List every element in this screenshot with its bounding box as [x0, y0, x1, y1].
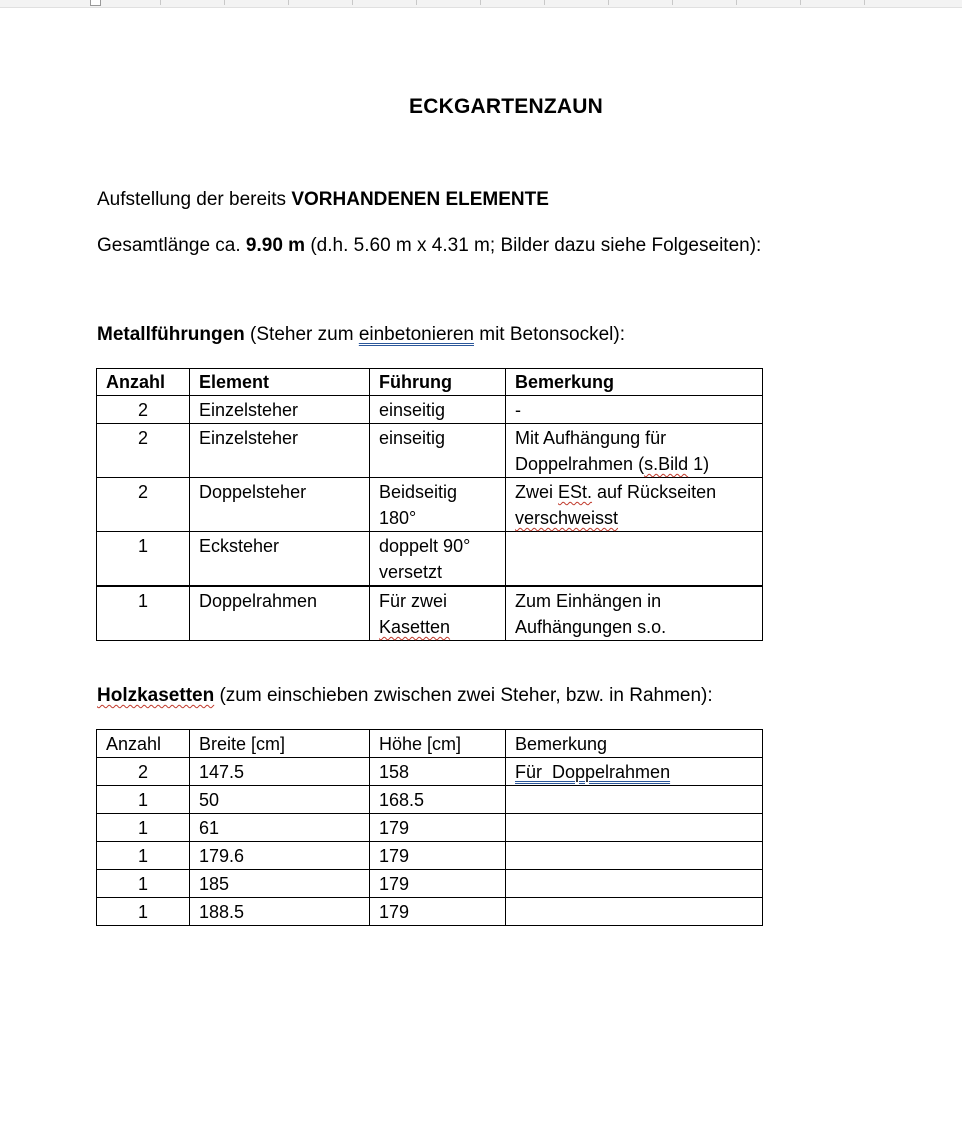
cell-fuehrung [370, 478, 506, 532]
ruler-tick [480, 0, 481, 5]
length-label: Gesamtlänge ca. [97, 235, 246, 256]
ruler-tick [608, 0, 609, 5]
intro-bold-text: VORHANDENEN ELEMENTE [291, 189, 549, 210]
cell-bemerkung [506, 898, 763, 926]
guide-line: versetzt [379, 562, 443, 582]
header-anzahl: Anzahl [97, 730, 190, 758]
cell-element: Einzelsteher [190, 424, 370, 478]
ruler-tick [864, 0, 865, 5]
table-row [97, 898, 763, 926]
cell-element: Ecksteher [190, 532, 370, 587]
total-length: 9.90 m [245, 235, 306, 256]
intro-text: Aufstellung der bereits [97, 189, 292, 210]
remark-line: Zum Einhängen in [515, 591, 662, 611]
table-row [97, 758, 763, 786]
cell-breite: 188.5 [190, 898, 370, 926]
intro-line-1 [97, 189, 549, 211]
cell-hoehe: 179 [370, 870, 506, 898]
cell-hoehe: 168.5 [370, 786, 506, 814]
wood-section-heading [97, 685, 713, 707]
ruler-tick [288, 0, 289, 5]
remark-text: Zwei [515, 482, 559, 502]
ruler-tick [352, 0, 353, 5]
cell-bemerkung [506, 586, 763, 641]
header-fuehrung: Führung [370, 369, 506, 396]
cell-bemerkung [506, 478, 763, 532]
ruler-tick [736, 0, 737, 5]
header-hoehe: Höhe [cm] [370, 730, 506, 758]
cell-bemerkung [506, 870, 763, 898]
horizontal-ruler[interactable] [0, 0, 962, 8]
cell-bemerkung [506, 842, 763, 870]
cell-anzahl: 1 [97, 870, 190, 898]
remark-line: Mit Aufhängung für [515, 428, 667, 448]
ruler-tick [224, 0, 225, 5]
cell-breite: 185 [190, 870, 370, 898]
header-element: Element [190, 369, 370, 396]
table-row [97, 586, 763, 641]
cell-anzahl: 1 [97, 586, 190, 641]
guide-line: Für zwei [379, 591, 448, 611]
spelling-flagged-word[interactable]: verschweisst [515, 508, 619, 528]
cell-anzahl: 1 [97, 842, 190, 870]
document-title: ECKGARTENZAUN [409, 95, 603, 118]
remark-text: Doppelrahmen ( [515, 454, 645, 474]
remark-line: Aufhängungen s.o. [515, 617, 667, 637]
header-bemerkung: Bemerkung [506, 369, 763, 396]
cell-anzahl: 2 [97, 758, 190, 786]
header-breite: Breite [cm] [190, 730, 370, 758]
table-row [97, 870, 763, 898]
metal-section-heading [97, 324, 625, 346]
ruler-tick [416, 0, 417, 5]
cell-hoehe: 158 [370, 758, 506, 786]
cell-breite: 50 [190, 786, 370, 814]
cell-bemerkung [506, 532, 763, 587]
wood-panels-table [96, 729, 763, 926]
cell-anzahl: 1 [97, 814, 190, 842]
cell-element: Einzelsteher [190, 396, 370, 424]
metal-elements-table [96, 368, 763, 641]
cell-element: Doppelsteher [190, 478, 370, 532]
guide-line: 180° [379, 508, 417, 528]
cell-fuehrung: einseitig [370, 424, 506, 478]
guide-line: doppelt 90° [379, 536, 471, 556]
spelling-flagged-word[interactable]: s.Bild [644, 454, 689, 474]
table-header-row [97, 369, 763, 396]
cell-anzahl: 1 [97, 786, 190, 814]
cell-bemerkung: - [506, 396, 763, 424]
table-row [97, 396, 763, 424]
grammar-flagged-text[interactable]: Für Doppelrahmen [515, 762, 671, 782]
table-row [97, 842, 763, 870]
metal-heading-bold: Metallführungen [97, 324, 245, 345]
cell-breite: 61 [190, 814, 370, 842]
cell-hoehe: 179 [370, 842, 506, 870]
metal-heading-text: (Steher zum [244, 324, 359, 345]
cell-bemerkung [506, 786, 763, 814]
spelling-flagged-word[interactable]: ESt. [558, 482, 593, 502]
cell-fuehrung [370, 532, 506, 587]
cell-anzahl: 1 [97, 898, 190, 926]
cell-hoehe: 179 [370, 814, 506, 842]
table-row [97, 814, 763, 842]
cell-bemerkung [506, 424, 763, 478]
intro-line-2 [97, 235, 761, 257]
ruler-tick [800, 0, 801, 5]
length-details: (d.h. 5.60 m x 4.31 m; Bilder dazu siehe Folgeseiten): [305, 235, 762, 256]
remark-text: 1) [688, 454, 710, 474]
header-bemerkung: Bemerkung [506, 730, 763, 758]
cell-breite: 147.5 [190, 758, 370, 786]
table-row [97, 786, 763, 814]
guide-line: Beidseitig [379, 482, 458, 502]
indent-marker-icon[interactable] [90, 0, 101, 6]
cell-element: Doppelrahmen [190, 586, 370, 641]
wood-heading-text: (zum einschieben zwischen zwei Steher, bzw. in Rahmen): [214, 685, 713, 706]
table-header-row [97, 730, 763, 758]
cell-fuehrung [370, 586, 506, 641]
remark-text: auf Rückseiten [592, 482, 717, 502]
cell-anzahl: 1 [97, 532, 190, 587]
metal-heading-text-end: mit Betonsockel): [473, 324, 625, 345]
grammar-flagged-word[interactable]: einbetonieren [358, 324, 474, 345]
header-anzahl: Anzahl [97, 369, 190, 396]
cell-breite: 179.6 [190, 842, 370, 870]
cell-bemerkung [506, 814, 763, 842]
table-row [97, 532, 763, 587]
ruler-tick [160, 0, 161, 5]
cell-anzahl: 2 [97, 424, 190, 478]
cell-hoehe: 179 [370, 898, 506, 926]
cell-anzahl: 2 [97, 396, 190, 424]
table-row [97, 478, 763, 532]
cell-fuehrung: einseitig [370, 396, 506, 424]
wood-heading-bold[interactable]: Holzkasetten [97, 685, 215, 706]
table-row [97, 424, 763, 478]
spelling-flagged-word[interactable]: Kasetten [379, 617, 451, 637]
cell-anzahl: 2 [97, 478, 190, 532]
ruler-tick [544, 0, 545, 5]
cell-bemerkung [506, 758, 763, 786]
ruler-tick [672, 0, 673, 5]
